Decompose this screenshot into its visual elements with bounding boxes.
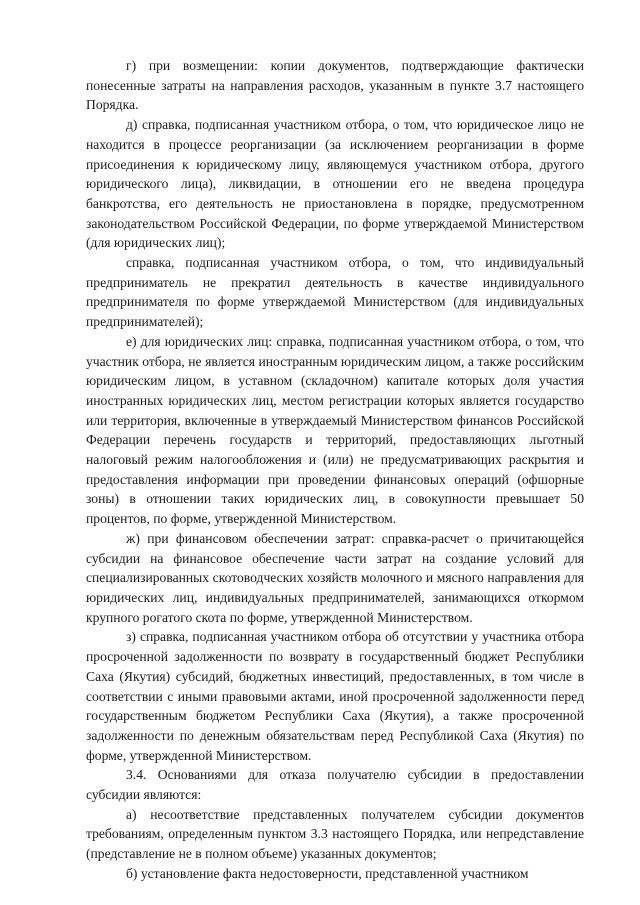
paragraph-b-false-information: б) установление факта недостоверности, представленной участником [126, 865, 529, 881]
paragraph-g-expense-documents: г) при возмещении: копии документов, подтверждающие фактически понесенные затраты на направления расходов, указанным в пункте 3.7 настоящего Порядка. [86, 58, 584, 113]
paragraph-3-4-refusal-grounds: 3.4. Основаниями для отказа получателю субсидии в предоставлении субсидии являются: [86, 767, 584, 803]
paragraph-e-foreign-entity-certificate: е) для юридических лиц: справка, подписанная участником отбора, о том, что участник отбора, не является иностранным юридическим лицом, а также российским юридическим лицом, в уставном (складочном) капитале которых доля участия иностранных юридических лиц, местом регистрации которых является государство или территория, включенные в утверждаемый Министерством финансов Российской Федерации перечень государств и территорий, предоставляющих льготный налоговый режим налогообложения и (или) не предусматривающих раскрытия и предоставления информации при проведении финансовых операций (офшорные зоны) в отношении таких юридических лиц, в совокупности превышает 50 процентов, по форме, утвержденной Министерством. [86, 333, 584, 527]
paragraph-a-document-mismatch: а) несоответствие представленных получателем субсидии документов требованиям, определенным пунктом 3.3 настоящего Порядка, или непредставление (представление не в полном объеме) указанных документов; [86, 806, 584, 862]
paragraph-z-debt-certificate: з) справка, подписанная участником отбора об отсутствии у участника отбора просроченной задолженности по возврату в государственный бюджет Республики Саха (Якутия) субсидий, бюджетных инвестиций, предоставленных, в том числе в соответствии с иными правовыми актами, иной просроченной задолженности перед государственным бюджетом Республики Саха (Якутия), а также просроченной задолженности по денежным обязательствам перед Республикой Саха (Якутия) по форме, утвержденной Министерством. [86, 629, 584, 763]
paragraph-d-legal-entity-certificate: д) справка, подписанная участником отбора, о том, что юридическое лицо не находится в процессе реорганизации (за исключением реорганизации в форме присоединения к юридическому лицу, являющемуся участником отбора, другого юридического лица), ликвидации, в отношении его не введена процедура банкротства, его деятельность не приостановлена в порядке, предусмотренном законодательством Российской Федерации, по форме утверждаемой Министерством (для юридических лиц); [86, 117, 584, 251]
paragraph-individual-entrepreneur-certificate: справка, подписанная участником отбора, о том, что индивидуальный предприниматель не прекратил деятельность в качестве индивидуального предпринимателя по форме утверждаемой Министерством (для индивидуальных предпринимателей); [86, 255, 584, 330]
document-page [86, 56, 584, 884]
paragraph-zh-subsidy-calculation: ж) при финансовом обеспечении затрат: справка-расчет о причитающейся субсидии на финансовое обеспечение части затрат на создание условий для специализированных скотоводческих хозяйств молочного и мясного направления для юридических лиц, индивидуальных предпринимателей, занимающихся откормом крупного рогатого скота по форме, утвержденной Министерством. [86, 530, 584, 625]
